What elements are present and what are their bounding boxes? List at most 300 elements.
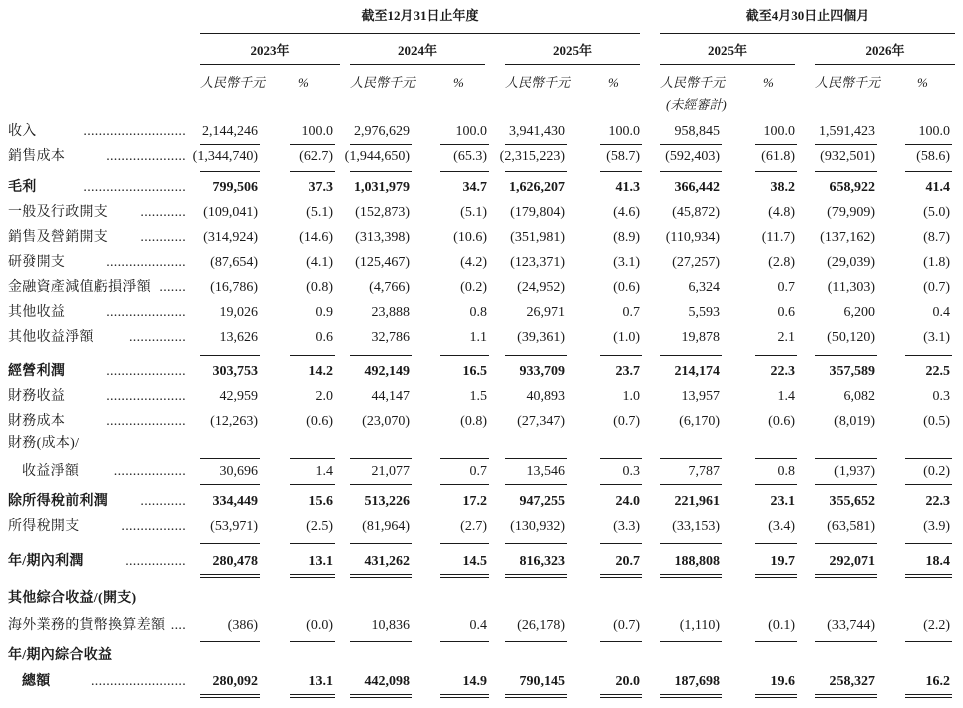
subtotal-rule (350, 641, 412, 642)
cell-rmb-2025: 13,546 (526, 464, 565, 479)
cell-pct-2025: 23.7 (615, 364, 640, 379)
cell-rmb-2025: (24,952) (517, 280, 565, 295)
cell-pct-2023: (0.0) (306, 618, 333, 633)
subtotal-rule (755, 484, 797, 485)
cell-pct-2025: (8.9) (613, 230, 640, 245)
cell-rmb-2025-4m: 7,787 (688, 464, 720, 479)
subtotal-rule (905, 484, 952, 485)
cell-pct-2023: (4.1) (306, 255, 333, 270)
cell-pct-2023: 13.1 (308, 674, 333, 689)
cell-pct-2025-4m: 0.6 (777, 305, 795, 320)
subtotal-rule (660, 543, 722, 544)
cell-pct-2026-4m: 18.4 (925, 554, 950, 569)
leader-dots: ..................... (106, 364, 186, 379)
subtotal-rule (350, 171, 412, 172)
subtotal-rule (755, 458, 797, 459)
cell-pct-2026-4m: 22.3 (925, 494, 950, 509)
cell-pct-2026-4m: 0.4 (932, 305, 950, 320)
cell-rmb-2026-4m: (8,019) (834, 414, 875, 429)
total-double-rule (350, 694, 412, 695)
cell-pct-2023: 100.0 (301, 124, 333, 139)
subtotal-rule (505, 458, 567, 459)
cell-pct-2026-4m: (0.7) (923, 280, 950, 295)
cell-rmb-2026-4m: (11,303) (827, 280, 875, 295)
cell-pct-2025: 0.7 (622, 305, 640, 320)
cell-rmb-2026-4m: 658,922 (829, 180, 875, 195)
subtotal-rule (905, 543, 952, 544)
cell-pct-2024: 1.1 (469, 330, 487, 345)
cell-rmb-2025-4m: 5,593 (688, 305, 720, 320)
subtotal-rule (600, 355, 642, 356)
cell-pct-2025: 0.3 (622, 464, 640, 479)
cell-rmb-2025-4m: (33,153) (672, 519, 720, 534)
cell-pct-2025-4m: 100.0 (763, 124, 795, 139)
cell-pct-2023: (5.1) (306, 205, 333, 220)
cell-pct-2023: 13.1 (308, 554, 333, 569)
total-double-rule (755, 697, 797, 698)
total-double-rule (660, 577, 722, 578)
cell-rmb-2026-4m: (29,039) (827, 255, 875, 270)
subtotal-rule (600, 641, 642, 642)
unit-percent: % (763, 75, 774, 90)
cell-pct-2025-4m: (4.8) (768, 205, 795, 220)
cell-rmb-2024: 2,976,629 (354, 124, 410, 139)
subtotal-rule (815, 543, 877, 544)
total-double-rule (440, 577, 489, 578)
cell-pct-2025: (0.6) (613, 280, 640, 295)
cell-rmb-2025: 40,893 (526, 389, 565, 404)
row-label: 金融資產減值虧損淨額 (8, 280, 151, 295)
cell-pct-2026-4m: (0.2) (923, 464, 950, 479)
subtotal-rule (200, 641, 260, 642)
unit-percent: % (608, 75, 619, 90)
cell-pct-2025: 20.7 (615, 554, 640, 569)
leader-dots: ................... (113, 464, 186, 479)
cell-rmb-2026-4m: (33,744) (827, 618, 875, 633)
subtotal-rule (755, 355, 797, 356)
cell-pct-2026-4m: (3.1) (923, 330, 950, 345)
subtotal-rule (660, 641, 722, 642)
cell-pct-2024: 0.7 (469, 464, 487, 479)
unit-percent: % (298, 75, 309, 90)
cell-pct-2023: (0.8) (306, 280, 333, 295)
cell-pct-2025: (0.7) (613, 618, 640, 633)
subtotal-rule (200, 355, 260, 356)
cell-pct-2026-4m: 22.5 (925, 364, 950, 379)
cell-rmb-2026-4m: (63,581) (827, 519, 875, 534)
year-rule (815, 64, 955, 65)
total-double-rule (660, 697, 722, 698)
unit-rmb-thousand: 人民幣千元 (660, 75, 726, 90)
leader-dots: ..................... (106, 255, 186, 270)
cell-rmb-2026-4m: (79,909) (827, 205, 875, 220)
cell-rmb-2025: 3,941,430 (509, 124, 565, 139)
cell-rmb-2026-4m: (50,120) (827, 330, 875, 345)
cell-pct-2024: 14.9 (462, 674, 487, 689)
subtotal-rule (905, 458, 952, 459)
leader-dots: ............ (140, 494, 186, 509)
leader-dots: ....... (159, 280, 186, 295)
cell-pct-2025-4m: (11.7) (761, 230, 795, 245)
cell-pct-2023: (0.6) (306, 414, 333, 429)
subtotal-rule (440, 484, 489, 485)
cell-rmb-2025: (130,932) (510, 519, 565, 534)
cell-rmb-2025-4m: (27,257) (672, 255, 720, 270)
cell-rmb-2023: (109,041) (203, 205, 258, 220)
cell-pct-2025: 1.0 (622, 389, 640, 404)
cell-rmb-2023: 280,478 (212, 554, 258, 569)
total-double-rule (350, 577, 412, 578)
subtotal-rule (755, 144, 797, 145)
cell-pct-2026-4m: (0.5) (923, 414, 950, 429)
subtotal-rule (505, 484, 567, 485)
total-double-rule (905, 697, 952, 698)
cell-rmb-2023: 42,959 (219, 389, 258, 404)
cell-rmb-2024: (81,964) (362, 519, 410, 534)
subtotal-rule (350, 484, 412, 485)
cell-pct-2025: (4.6) (613, 205, 640, 220)
cell-rmb-2025: (39,361) (517, 330, 565, 345)
cell-rmb-2024: (1,944,650) (344, 149, 410, 164)
total-double-rule (200, 574, 260, 575)
leader-dots: ........................... (83, 180, 186, 195)
total-double-rule (440, 574, 489, 575)
cell-rmb-2025-4m: 19,878 (681, 330, 720, 345)
subtotal-rule (350, 458, 412, 459)
cell-pct-2024: (5.1) (460, 205, 487, 220)
subtotal-rule (200, 171, 260, 172)
year-header: 2025年 (552, 43, 592, 58)
cell-pct-2025-4m: (2.8) (768, 255, 795, 270)
cell-rmb-2025-4m: 6,324 (688, 280, 720, 295)
cell-rmb-2025: 947,255 (519, 494, 565, 509)
subtotal-rule (440, 355, 489, 356)
cell-pct-2024: 1.5 (469, 389, 487, 404)
cell-rmb-2026-4m: 355,652 (829, 494, 875, 509)
total-double-rule (200, 697, 260, 698)
cell-pct-2025: 100.0 (608, 124, 640, 139)
leader-dots: ................. (121, 519, 186, 534)
cell-pct-2024: (0.8) (460, 414, 487, 429)
cell-rmb-2025: (26,178) (517, 618, 565, 633)
cell-rmb-2024: 44,147 (371, 389, 410, 404)
header-rule-fiscal-year (200, 33, 640, 34)
total-double-rule (815, 574, 877, 575)
cell-rmb-2025-4m: 221,961 (674, 494, 720, 509)
year-header: 2026年 (865, 43, 905, 58)
subtotal-rule (200, 144, 260, 145)
cell-rmb-2024: 23,888 (371, 305, 410, 320)
row-label: 海外業務的貨幣換算差額 (8, 618, 166, 633)
year-rule (350, 64, 485, 65)
year-rule (660, 64, 795, 65)
total-double-rule (905, 577, 952, 578)
year-rule (505, 64, 640, 65)
row-label: 年/期內綜合收益 (8, 648, 113, 663)
subtotal-rule (290, 641, 335, 642)
cell-rmb-2023: (87,654) (210, 255, 258, 270)
cell-pct-2024: (10.6) (453, 230, 487, 245)
year-header: 2023年 (250, 43, 290, 58)
cell-pct-2023: 0.6 (315, 330, 333, 345)
subtotal-rule (505, 355, 567, 356)
cell-pct-2023: (62.7) (299, 149, 333, 164)
cell-rmb-2025: (27,347) (517, 414, 565, 429)
cell-pct-2025: (1.0) (613, 330, 640, 345)
subtotal-rule (660, 355, 722, 356)
total-double-rule (600, 577, 642, 578)
cell-pct-2025-4m: 22.3 (770, 364, 795, 379)
cell-rmb-2023: 19,026 (219, 305, 258, 320)
unit-percent: % (453, 75, 464, 90)
cell-pct-2025-4m: 19.6 (770, 674, 795, 689)
cell-pct-2024: 34.7 (462, 180, 487, 195)
cell-pct-2026-4m: (58.6) (916, 149, 950, 164)
subtotal-rule (815, 171, 877, 172)
unit-rmb-thousand: 人民幣千元 (505, 75, 571, 90)
cell-rmb-2026-4m: (932,501) (820, 149, 875, 164)
cell-rmb-2025: (351,981) (510, 230, 565, 245)
cell-pct-2026-4m: 100.0 (918, 124, 950, 139)
cell-pct-2025-4m: 19.7 (770, 554, 795, 569)
cell-pct-2024: 0.8 (469, 305, 487, 320)
total-double-rule (660, 694, 722, 695)
cell-pct-2024: 14.5 (462, 554, 487, 569)
total-double-rule (505, 694, 567, 695)
subtotal-rule (815, 458, 877, 459)
unit-percent: % (917, 75, 928, 90)
year-rule (200, 64, 340, 65)
cell-pct-2025-4m: 0.7 (777, 280, 795, 295)
leader-dots: ............ (140, 205, 186, 220)
total-double-rule (440, 694, 489, 695)
header-rule-four-months (660, 33, 955, 34)
row-label: 收入 (8, 124, 37, 139)
cell-pct-2024: 100.0 (455, 124, 487, 139)
cell-pct-2023: 37.3 (308, 180, 333, 195)
leader-dots: .... (170, 618, 186, 633)
subtotal-rule (440, 144, 489, 145)
cell-rmb-2025: (179,804) (510, 205, 565, 220)
cell-rmb-2025: 816,323 (519, 554, 565, 569)
cell-rmb-2024: (23,070) (362, 414, 410, 429)
subtotal-rule (505, 144, 567, 145)
total-double-rule (350, 697, 412, 698)
header-group-four-months: 截至4月30日止四個月 (745, 8, 870, 23)
cell-rmb-2025: 790,145 (519, 674, 565, 689)
subtotal-rule (505, 641, 567, 642)
subtotal-rule (905, 171, 952, 172)
subtotal-rule (290, 458, 335, 459)
leader-dots: ............... (129, 330, 186, 345)
cell-pct-2025: (58.7) (606, 149, 640, 164)
cell-rmb-2024: (152,873) (355, 205, 410, 220)
cell-rmb-2026-4m: 292,071 (829, 554, 875, 569)
subtotal-rule (755, 171, 797, 172)
cell-rmb-2026-4m: 1,591,423 (819, 124, 875, 139)
total-double-rule (755, 574, 797, 575)
cell-rmb-2023: 334,449 (212, 494, 258, 509)
cell-rmb-2024: 431,262 (364, 554, 410, 569)
cell-rmb-2025-4m: 214,174 (674, 364, 720, 379)
cell-pct-2023: 14.2 (308, 364, 333, 379)
subtotal-rule (815, 144, 877, 145)
cell-pct-2025-4m: (3.4) (768, 519, 795, 534)
cell-pct-2024: (65.3) (453, 149, 487, 164)
header-group-fiscal-year: 截至12月31日止年度 (361, 8, 479, 23)
cell-pct-2023: 1.4 (315, 464, 333, 479)
cell-rmb-2025-4m: 13,957 (681, 389, 720, 404)
subtotal-rule (660, 144, 722, 145)
cell-rmb-2025-4m: 188,808 (674, 554, 720, 569)
cell-rmb-2025-4m: 366,442 (674, 180, 720, 195)
cell-pct-2025: (3.3) (613, 519, 640, 534)
cell-rmb-2025-4m: 958,845 (674, 124, 720, 139)
cell-rmb-2023: 303,753 (212, 364, 258, 379)
cell-rmb-2023: (53,971) (210, 519, 258, 534)
cell-rmb-2026-4m: 357,589 (829, 364, 875, 379)
total-double-rule (660, 574, 722, 575)
cell-pct-2023: 2.0 (315, 389, 333, 404)
cell-rmb-2025-4m: 187,698 (674, 674, 720, 689)
row-label: 財務(成本)/ (8, 436, 80, 451)
cell-rmb-2024: 442,098 (364, 674, 410, 689)
cell-rmb-2024: 21,077 (371, 464, 410, 479)
cell-pct-2024: (2.7) (460, 519, 487, 534)
cell-pct-2023: (2.5) (306, 519, 333, 534)
total-double-rule (290, 697, 335, 698)
row-label: 除所得稅前利潤 (8, 494, 109, 509)
subtotal-rule (905, 641, 952, 642)
leader-dots: ..................... (106, 305, 186, 320)
cell-pct-2024: 0.4 (469, 618, 487, 633)
subtotal-rule (600, 171, 642, 172)
cell-pct-2025: (0.7) (613, 414, 640, 429)
subtotal-rule (290, 484, 335, 485)
cell-pct-2025-4m: 38.2 (770, 180, 795, 195)
cell-pct-2025-4m: 2.1 (777, 330, 795, 345)
subtotal-rule (290, 355, 335, 356)
leader-dots: ..................... (106, 414, 186, 429)
cell-rmb-2025: 1,626,207 (509, 180, 565, 195)
leader-dots: ..................... (106, 149, 186, 164)
leader-dots: ........................... (83, 124, 186, 139)
subtotal-rule (505, 543, 567, 544)
total-double-rule (815, 697, 877, 698)
cell-pct-2026-4m: (8.7) (923, 230, 950, 245)
cell-rmb-2024: 1,031,979 (354, 180, 410, 195)
cell-rmb-2025-4m: (592,403) (665, 149, 720, 164)
row-label: 毛利 (8, 180, 37, 195)
cell-pct-2025: 24.0 (615, 494, 640, 509)
total-double-rule (905, 694, 952, 695)
cell-pct-2026-4m: 0.3 (932, 389, 950, 404)
cell-pct-2025-4m: 1.4 (777, 389, 795, 404)
cell-rmb-2025: 26,971 (526, 305, 565, 320)
cell-rmb-2025-4m: (6,170) (679, 414, 720, 429)
cell-pct-2024: 17.2 (462, 494, 487, 509)
cell-rmb-2024: (313,398) (355, 230, 410, 245)
cell-rmb-2023: 799,506 (212, 180, 258, 195)
subtotal-rule (505, 171, 567, 172)
row-label: 財務收益 (8, 389, 66, 404)
total-double-rule (905, 574, 952, 575)
cell-pct-2025-4m: (0.1) (768, 618, 795, 633)
cell-rmb-2025-4m: (45,872) (672, 205, 720, 220)
subtotal-rule (440, 641, 489, 642)
cell-rmb-2023: (1,344,740) (192, 149, 258, 164)
cell-pct-2025-4m: 23.1 (770, 494, 795, 509)
cell-pct-2025-4m: 0.8 (777, 464, 795, 479)
cell-pct-2026-4m: (5.0) (923, 205, 950, 220)
cell-rmb-2026-4m: 258,327 (829, 674, 875, 689)
cell-rmb-2023: (12,263) (210, 414, 258, 429)
cell-rmb-2023: 280,092 (212, 674, 258, 689)
cell-pct-2026-4m: (1.8) (923, 255, 950, 270)
cell-rmb-2026-4m: (137,162) (820, 230, 875, 245)
subtotal-rule (600, 144, 642, 145)
leader-dots: ..................... (106, 389, 186, 404)
cell-rmb-2024: 492,149 (364, 364, 410, 379)
subtotal-rule (815, 641, 877, 642)
subtotal-rule (815, 355, 877, 356)
cell-rmb-2024: 513,226 (364, 494, 410, 509)
total-double-rule (505, 697, 567, 698)
cell-pct-2026-4m: 16.2 (925, 674, 950, 689)
cell-rmb-2024: (125,467) (355, 255, 410, 270)
cell-rmb-2023: (16,786) (210, 280, 258, 295)
row-label: 一般及行政開支 (8, 205, 109, 220)
total-double-rule (600, 694, 642, 695)
row-label: 收益淨額 (22, 464, 80, 479)
cell-rmb-2026-4m: (1,937) (834, 464, 875, 479)
total-double-rule (290, 577, 335, 578)
total-double-rule (815, 694, 877, 695)
subtotal-rule (200, 543, 260, 544)
row-label: 其他綜合收益/(開支) (8, 591, 137, 606)
cell-pct-2026-4m: (2.2) (923, 618, 950, 633)
cell-rmb-2023: (314,924) (203, 230, 258, 245)
cell-pct-2024: (4.2) (460, 255, 487, 270)
cell-pct-2024: 16.5 (462, 364, 487, 379)
total-double-rule (600, 574, 642, 575)
total-double-rule (505, 577, 567, 578)
subtotal-rule (755, 641, 797, 642)
row-label: 銷售及營銷開支 (8, 230, 109, 245)
row-label: 年/期內利潤 (8, 554, 84, 569)
cell-rmb-2026-4m: 6,200 (843, 305, 875, 320)
cell-pct-2025: (3.1) (613, 255, 640, 270)
total-double-rule (505, 574, 567, 575)
subtotal-rule (600, 484, 642, 485)
cell-rmb-2025: (2,315,223) (499, 149, 565, 164)
cell-rmb-2026-4m: 6,082 (843, 389, 875, 404)
subtotal-rule (600, 458, 642, 459)
cell-rmb-2024: 10,836 (371, 618, 410, 633)
cell-rmb-2025: (123,371) (510, 255, 565, 270)
cell-rmb-2023: 2,144,246 (202, 124, 258, 139)
cell-rmb-2024: (4,766) (369, 280, 410, 295)
subtotal-rule (600, 543, 642, 544)
cell-pct-2023: 15.6 (308, 494, 333, 509)
cell-pct-2023: 0.9 (315, 305, 333, 320)
cell-rmb-2025: 933,709 (519, 364, 565, 379)
row-label: 經營利潤 (8, 364, 66, 379)
total-double-rule (200, 577, 260, 578)
cell-pct-2025-4m: (61.8) (761, 149, 795, 164)
subtotal-rule (905, 355, 952, 356)
subtotal-rule (660, 171, 722, 172)
